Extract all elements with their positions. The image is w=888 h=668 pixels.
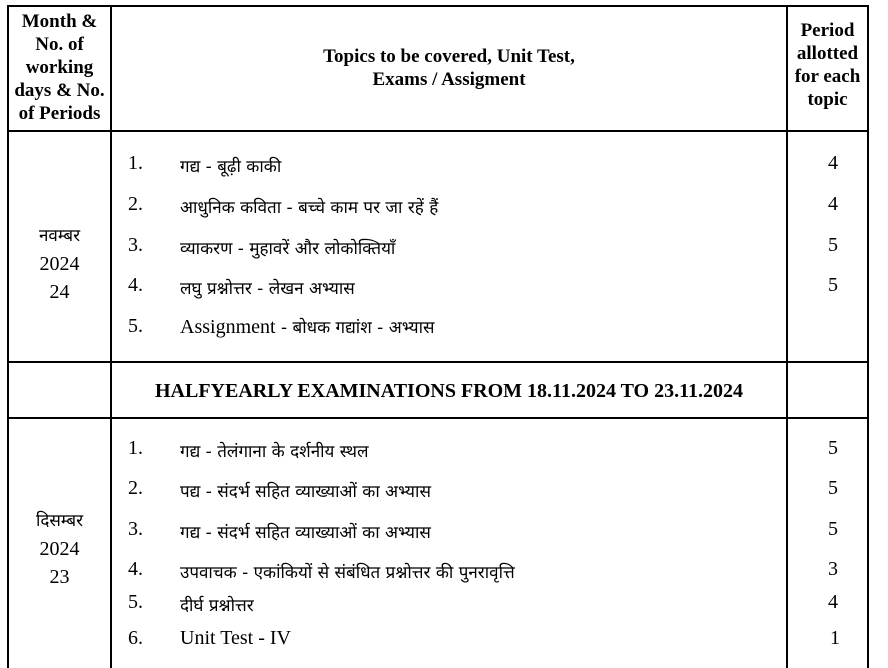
row-number: 1. [128, 152, 143, 174]
row-number: 3. [128, 518, 143, 540]
month-name: नवम्बर [38, 226, 81, 246]
header-month-line: Month & [21, 11, 98, 32]
header-period-line: Period [800, 20, 855, 41]
row-topic: उपवाचक - एकांकियों से संबंधित प्रश्नोत्तर की पुनरावृत्ति [180, 563, 515, 583]
header-period-line: topic [807, 89, 848, 110]
row-topic-english: Assignment [180, 316, 276, 338]
row-period: 3 [828, 558, 838, 580]
header-month-col [9, 10, 110, 125]
row-number: 5. [128, 315, 143, 337]
row-topic: गद्य - संदर्भ सहित व्याख्याओं का अभ्यास [180, 523, 431, 543]
month-name: दिसम्बर [35, 511, 84, 531]
row-number: 3. [128, 234, 143, 256]
row-topic: व्याकरण - मुहावरें और लोकोक्तियाँ [180, 239, 396, 259]
border-header-bottom [7, 130, 869, 132]
row-number: 2. [128, 193, 143, 215]
row-number: 1. [128, 437, 143, 459]
month-working-days: 23 [49, 566, 70, 588]
border-nov-bottom [7, 361, 869, 363]
header-period-col [788, 19, 867, 111]
exam-banner: HALFYEARLY EXAMINATIONS FROM 18.11.2024 TO 23.11.2024 [154, 380, 744, 402]
header-month-line: of Periods [18, 103, 101, 124]
row-topic: गद्य - तेलंगाना के दर्शनीय स्थल [180, 442, 369, 462]
row-topic: पद्य - संदर्भ सहित व्याख्याओं का अभ्यास [180, 482, 431, 502]
row-period: 4 [828, 591, 838, 613]
row-period: 5 [828, 477, 838, 499]
row-topic [180, 315, 435, 339]
row-period: 5 [828, 437, 838, 459]
header-period-line: allotted [796, 43, 859, 64]
december-month-cell [9, 507, 110, 591]
border-top [7, 5, 869, 7]
border-right [867, 5, 869, 668]
row-period: 5 [828, 518, 838, 540]
row-topic: लघु प्रश्नोत्तर - लेखन अभ्यास [180, 279, 355, 299]
border-banner-bottom [7, 417, 869, 419]
row-topic: आधुनिक कविता - बच्चे काम पर जा रहें हैं [180, 198, 439, 218]
row-period: 4 [828, 193, 838, 215]
header-topics-line: Topics to be covered, Unit Test, [323, 46, 575, 67]
row-number: 4. [128, 274, 143, 296]
november-month-cell [9, 222, 110, 306]
row-period: 4 [828, 152, 838, 174]
header-month-line: No. of [35, 34, 84, 55]
header-month-line: working [25, 57, 94, 78]
row-number: 5. [128, 591, 143, 613]
row-period: 1 [830, 627, 840, 649]
border-col1 [110, 5, 112, 668]
row-topic: गद्य - बूढ़ी काकी [180, 157, 282, 177]
header-month-line: days & No. [14, 80, 105, 101]
month-year: 2024 [39, 253, 80, 275]
header-topics-line: Exams / Assigment [372, 69, 526, 90]
row-number: 6. [128, 627, 143, 649]
header-topics-col [112, 45, 786, 91]
row-topic: दीर्घ प्रश्नोत्तर [180, 596, 254, 616]
month-year: 2024 [39, 538, 80, 560]
row-period: 5 [828, 234, 838, 256]
month-working-days: 24 [49, 281, 70, 303]
row-topic: Unit Test - IV [180, 627, 291, 649]
row-number: 4. [128, 558, 143, 580]
row-period: 5 [828, 274, 838, 296]
row-number: 2. [128, 477, 143, 499]
row-topic-hindi: - बोधक गद्यांश - अभ्यास [275, 318, 435, 338]
header-period-line: for each [794, 66, 861, 87]
